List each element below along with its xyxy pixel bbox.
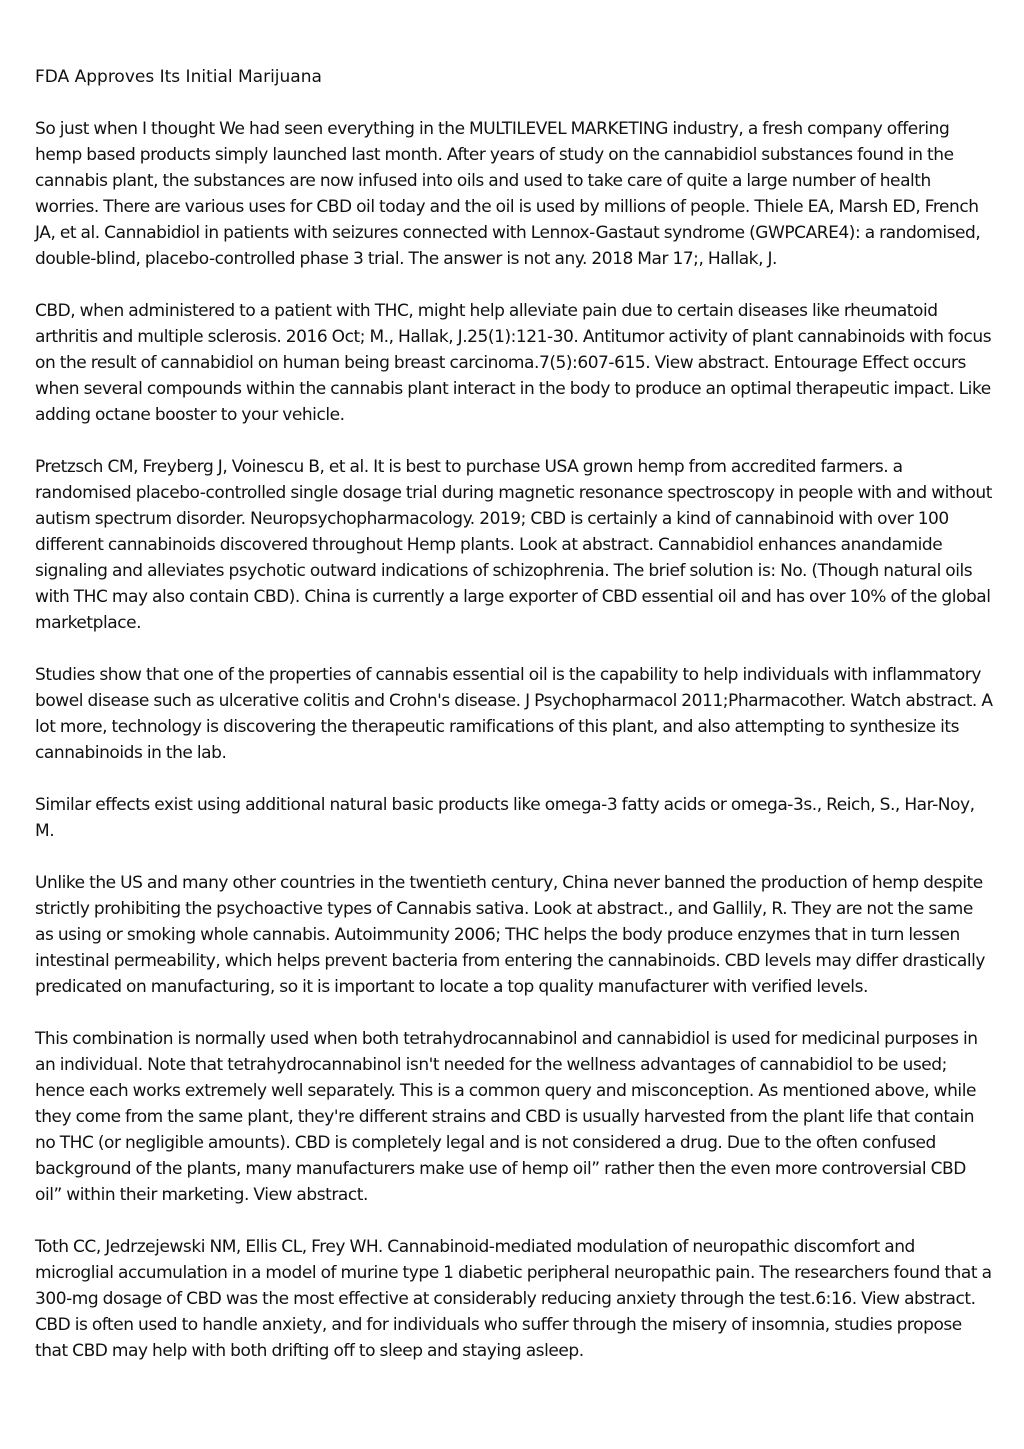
document-title: FDA Approves Its Initial Marijuana xyxy=(35,67,322,87)
paragraph-3: Pretzsch CM, Freyberg J, Voinescu B, et al. It is best to purchase USA grown hemp from accredited farmers. a randomised placebo-controlled single dosage trial during magnetic resonance spectroscopy in people with and without autism spectrum disorder. Neuropsychopharmacology. 2019; CBD is certainly a kind of cannabinoid with over 100 different cannabinoids discovered throughout Hemp plants. Look at abstract. Cannabidiol enhances anandamide signaling and alleviates psychotic outward indications of schizophrenia. The brief solution is: No. (Though natural oils with THC may also contain CBD). China is currently a large exporter of CBD essential oil and has over 10% of the global marketplace. xyxy=(35,457,992,633)
paragraph-1: So just when I thought We had seen everything in the MULTILEVEL MARKETING industry, a fresh company offering hemp based products simply launched last month. After years of study on the cannabidiol substances found in the cannabis plant, the substances are now infused into oils and used to take care of quite a large number of health worries. There are various uses for CBD oil today and the oil is used by millions of people. Thiele EA, Marsh ED, French JA, et al. Cannabidiol in patients with seizures connected with Lennox-Gastaut syndrome (GWPCARE4): a randomised, double-blind, placebo-controlled phase 3 trial. The answer is not any. 2018 Mar 17;, Hallak, J. xyxy=(35,119,981,269)
paragraph-7: This combination is normally used when both tetrahydrocannabinol and cannabidiol is used for medicinal purposes in an individual. Note that tetrahydrocannabinol isn't needed for the wellness advantages of cannabidiol to be used; hence each works extremely well separately. This is a common query and misconception. As mentioned above, while they come from the same plant, they're different strains and CBD is usually harvested from the plant life that contain no THC (or negligible amounts). CBD is completely legal and is not considered a drug. Due to the often confused background of the plants, many manufacturers make use of hemp oil” rather then the even more controversial CBD oil” within their marketing. View abstract. xyxy=(35,1029,978,1205)
paragraph-8: Toth CC, Jedrzejewski NM, Ellis CL, Frey WH. Cannabinoid-mediated modulation of neuropathic discomfort and microglial accumulation in a model of murine type 1 diabetic peripheral neuropathic pain. The researchers found that a 300-mg dosage of CBD was the most effective at considerably reducing anxiety through the test.6:16. View abstract. CBD is often used to handle anxiety, and for individuals who suffer through the misery of insomnia, studies propose that CBD may help with both drifting off to sleep and staying asleep. xyxy=(35,1237,992,1361)
document-page xyxy=(35,64,993,1390)
paragraph-4: Studies show that one of the properties of cannabis essential oil is the capability to help individuals with inflammatory bowel disease such as ulcerative colitis and Crohn's disease. J Psychopharmacol 2011;Pharmacother. Watch abstract. A lot more, technology is discovering the therapeutic ramifications of this plant, and also attempting to synthesize its cannabinoids in the lab. xyxy=(35,665,993,763)
paragraph-6: Unlike the US and many other countries in the twentieth century, China never banned the production of hemp despite strictly prohibiting the psychoactive types of Cannabis sativa. Look at abstract., and Gallily, R. They are not the same as using or smoking whole cannabis. Autoimmunity 2006; THC helps the body produce enzymes that in turn lessen intestinal permeability, which helps prevent bacteria from entering the cannabinoids. CBD levels may differ drastically predicated on manufacturing, so it is important to locate a top quality manufacturer with verified levels. xyxy=(35,873,985,997)
paragraph-2: CBD, when administered to a patient with THC, might help alleviate pain due to certain diseases like rheumatoid arthritis and multiple sclerosis. 2016 Oct; M., Hallak, J.25(1):121-30. Antitumor activity of plant cannabinoids with focus on the result of cannabidiol on human being breast carcinoma.7(5):607-615. View abstract. Entourage Effect occurs when several compounds within the cannabis plant interact in the body to produce an optimal therapeutic impact. Like adding octane booster to your vehicle. xyxy=(35,301,992,425)
paragraph-5: Similar effects exist using additional natural basic products like omega-3 fatty acids or omega-3s., Reich, S., Har-Noy, M. xyxy=(35,795,975,841)
